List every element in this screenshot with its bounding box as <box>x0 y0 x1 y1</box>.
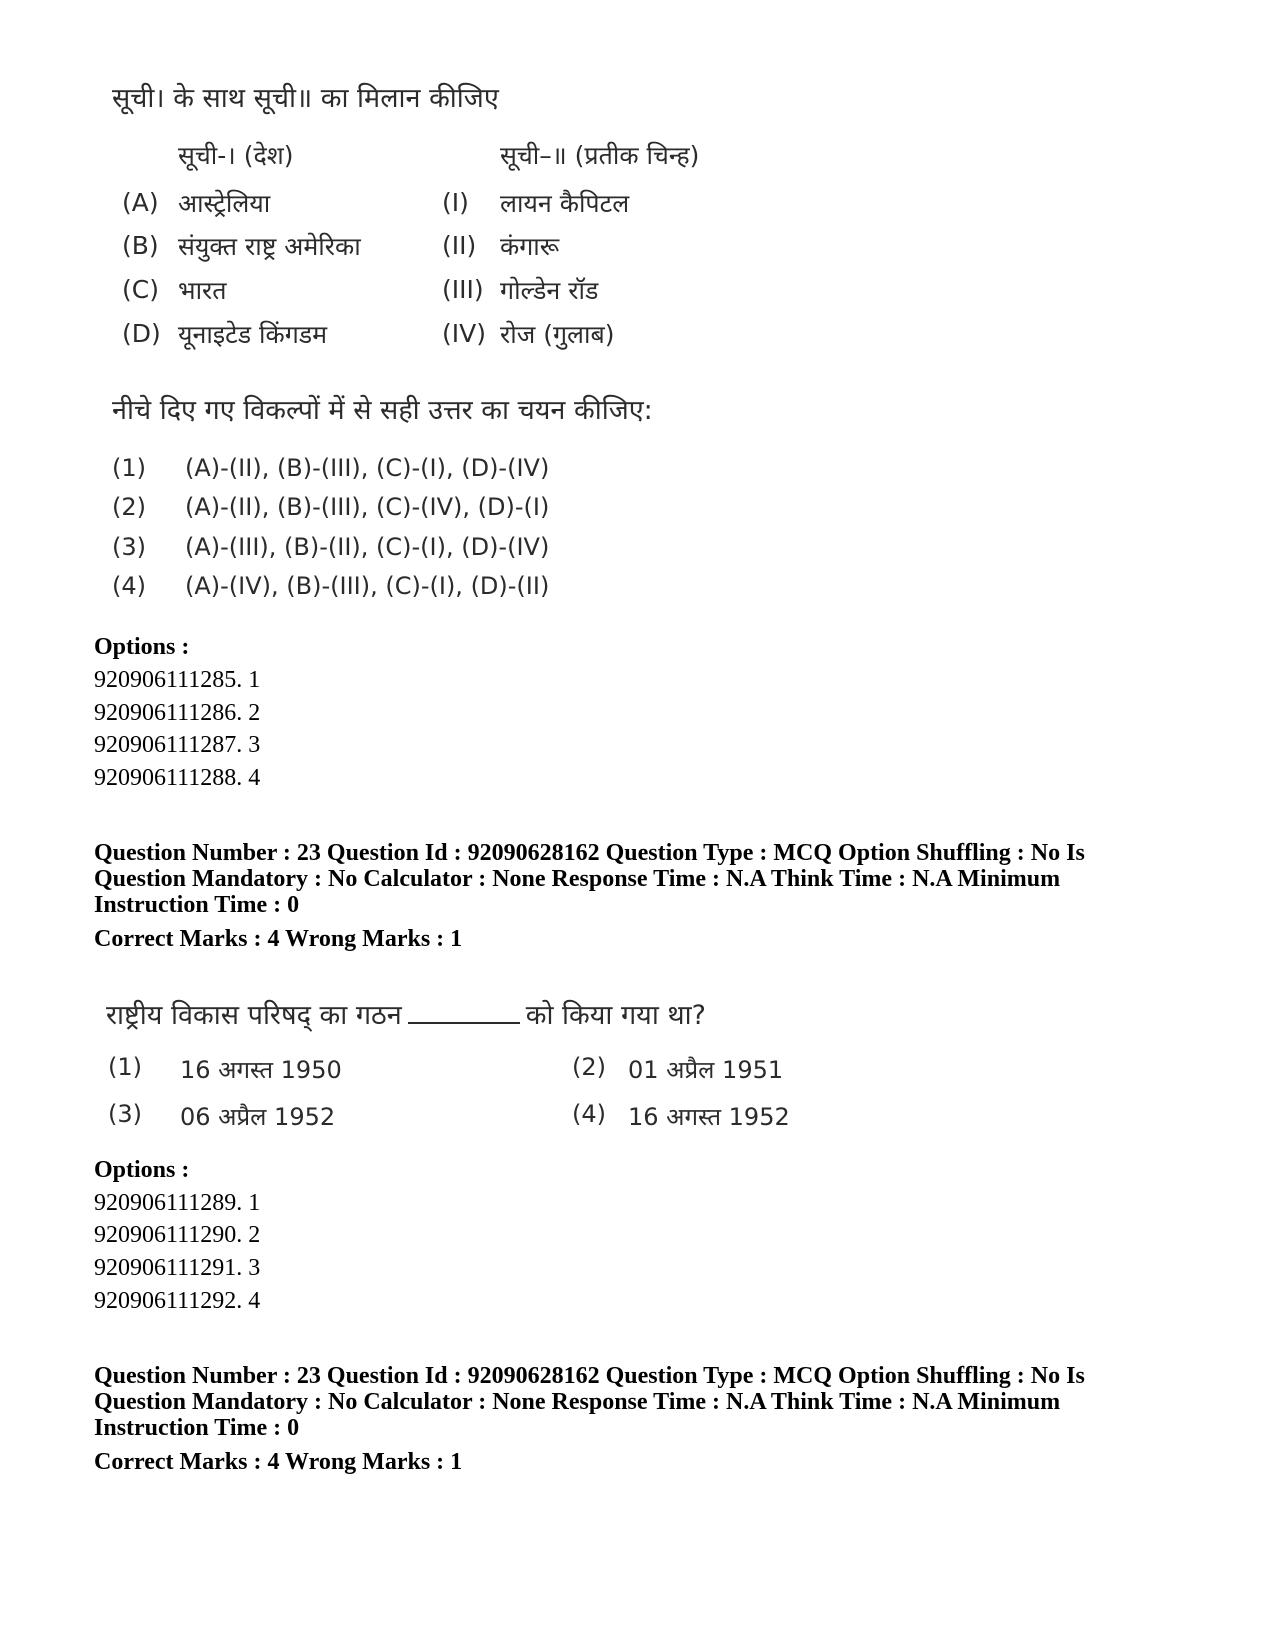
option-id: 920906111285. 1 <box>94 667 261 693</box>
list1-heading: सूची-। (देश) <box>178 141 294 170</box>
fill-blank <box>408 998 520 1024</box>
row-country: संयुक्त राष्ट्र अमेरिका <box>178 232 361 261</box>
row-symbol: गोल्डेन रॉड <box>500 276 599 305</box>
options-label: Options : <box>94 1157 190 1183</box>
meta-line: Instruction Time : 0 <box>94 892 300 918</box>
choice-text: 01 अप्रैल 1951 <box>628 1056 784 1084</box>
list2-heading: सूची–॥ (प्रतीक चिन्ह) <box>500 141 700 170</box>
meta-line: Question Number : 23 Question Id : 92090628162 Question Type : MCQ Option Shuffling : No Is <box>94 1363 1085 1389</box>
meta-line: Question Mandatory : No Calculator : None Response Time : N.A Think Time : N.A Minimum <box>94 866 1061 892</box>
choice-text: 16 अगस्त 1952 <box>628 1103 790 1131</box>
option-id: 920906111290. 2 <box>94 1222 261 1248</box>
choice-text: (A)-(III), (B)-(II), (C)-(I), (D)-(IV) <box>185 533 550 561</box>
choice-number: (3) <box>112 533 146 561</box>
choice-text: 06 अप्रैल 1952 <box>180 1103 336 1131</box>
question-instruction: नीचे दिए गए विकल्पों में से सही उत्तर का चयन कीजिए: <box>112 395 653 426</box>
option-id: 920906111291. 3 <box>94 1255 261 1281</box>
row-letter: (C) <box>122 275 159 304</box>
option-id: 920906111289. 1 <box>94 1190 261 1216</box>
meta-line: Instruction Time : 0 <box>94 1415 300 1441</box>
choice-number: (1) <box>112 454 146 482</box>
row-letter: (B) <box>122 231 159 260</box>
row-letter: (A) <box>122 188 159 217</box>
row-country: आस्ट्रेलिया <box>178 189 271 218</box>
row-country: भारत <box>178 276 227 305</box>
choice-text: (A)-(II), (B)-(III), (C)-(I), (D)-(IV) <box>185 454 550 482</box>
row-roman: (III) <box>442 275 484 304</box>
row-symbol: लायन कैपिटल <box>500 189 630 218</box>
option-id: 920906111288. 4 <box>94 765 261 791</box>
choice-number: (2) <box>112 493 146 521</box>
option-id: 920906111292. 4 <box>94 1288 261 1314</box>
choice-number: (1) <box>108 1053 142 1081</box>
choice-text: (A)-(II), (B)-(III), (C)-(IV), (D)-(I) <box>185 493 550 521</box>
stem-text-before: राष्ट्रीय विकास परिषद् का गठन <box>106 1000 402 1031</box>
options-label: Options : <box>94 634 190 660</box>
row-country: यूनाइटेड किंगडम <box>178 320 328 349</box>
row-symbol: कंगारू <box>500 232 560 261</box>
stem-text-after: को किया गया था? <box>525 1000 706 1031</box>
choice-number: (3) <box>108 1100 142 1128</box>
meta-line: Question Number : 23 Question Id : 92090628162 Question Type : MCQ Option Shuffling : No Is <box>94 840 1085 866</box>
row-symbol: रोज (गुलाब) <box>500 320 615 349</box>
choice-text: (A)-(IV), (B)-(III), (C)-(I), (D)-(II) <box>185 572 550 600</box>
option-id: 920906111287. 3 <box>94 732 261 758</box>
row-letter: (D) <box>122 319 161 348</box>
row-roman: (II) <box>442 231 477 260</box>
question-stem <box>106 995 706 1032</box>
choice-number: (4) <box>572 1100 606 1128</box>
choice-text: 16 अगस्त 1950 <box>180 1056 342 1084</box>
choice-number: (4) <box>112 572 146 600</box>
choice-number: (2) <box>572 1053 606 1081</box>
option-id: 920906111286. 2 <box>94 700 261 726</box>
meta-line: Question Mandatory : No Calculator : None Response Time : N.A Think Time : N.A Minimum <box>94 1389 1061 1415</box>
marks-line: Correct Marks : 4 Wrong Marks : 1 <box>94 1449 463 1475</box>
row-roman: (I) <box>442 188 469 217</box>
marks-line: Correct Marks : 4 Wrong Marks : 1 <box>94 926 463 952</box>
row-roman: (IV) <box>442 319 486 348</box>
question-stem: सूची। के साथ सूची॥ का मिलान कीजिए <box>112 83 499 114</box>
